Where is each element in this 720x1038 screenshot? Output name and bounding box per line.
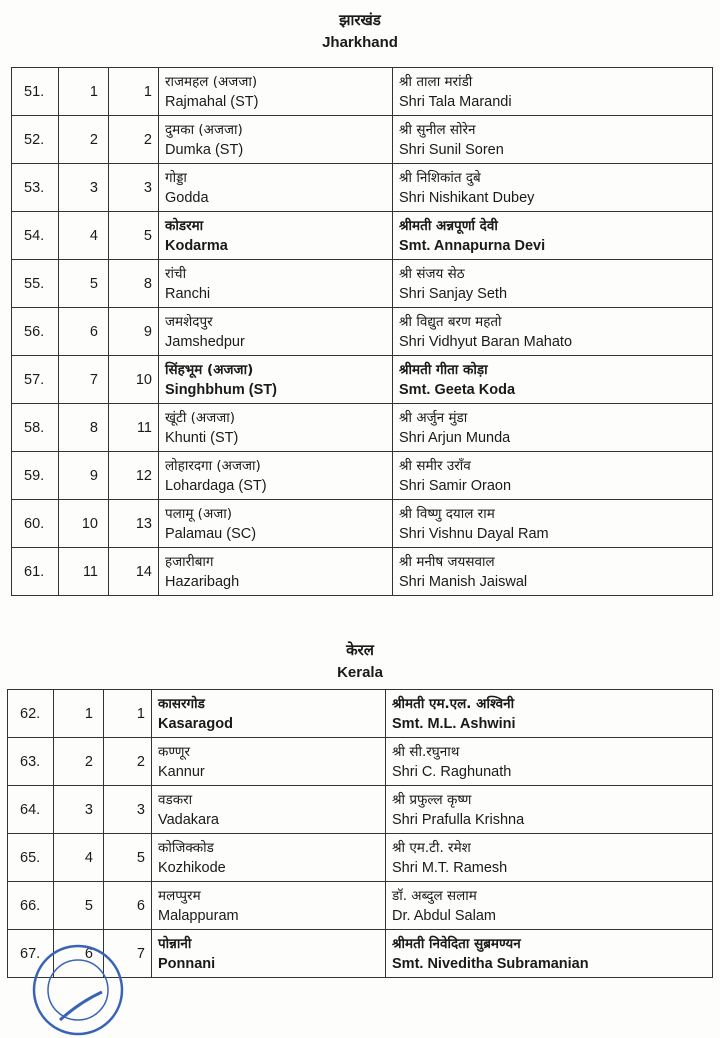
state-heading-jharkhand bbox=[0, 10, 720, 51]
table-row bbox=[12, 164, 713, 212]
constituency-name-hindi: कण्णूर bbox=[158, 743, 191, 760]
candidate-name-english: Shri Arjun Munda bbox=[399, 429, 511, 446]
constituency-cell bbox=[152, 834, 386, 882]
candidate-name-english: Shri Vidhyut Baran Mahato bbox=[399, 333, 573, 350]
constituency-cell bbox=[152, 690, 386, 738]
candidate-name-english: Smt. Annapurna Devi bbox=[399, 237, 546, 254]
candidate-name-hindi: श्री अर्जुन मुंडा bbox=[399, 409, 468, 426]
serial-number: 52. bbox=[12, 116, 59, 164]
constituency-number: 6 bbox=[104, 882, 152, 930]
constituency-name-hindi: जमशेदपुर bbox=[165, 313, 213, 330]
constituency-name-english: Jamshedpur bbox=[165, 333, 245, 350]
constituency-number: 9 bbox=[109, 308, 159, 356]
constituency-name-hindi: वडकरा bbox=[158, 791, 193, 808]
state-seq-number: 6 bbox=[59, 308, 109, 356]
table-row bbox=[12, 452, 713, 500]
candidate-table-kerala bbox=[7, 689, 713, 978]
candidate-name-hindi: श्री मनीष जयसवाल bbox=[399, 553, 495, 570]
candidate-name-english: Shri Sanjay Seth bbox=[399, 285, 508, 302]
candidate-cell bbox=[393, 500, 713, 548]
constituency-name-english: Kodarma bbox=[165, 237, 228, 254]
candidate-name-english: Dr. Abdul Salam bbox=[392, 907, 496, 924]
constituency-cell bbox=[152, 738, 386, 786]
candidate-cell bbox=[386, 786, 713, 834]
table-row bbox=[12, 500, 713, 548]
candidate-name-hindi: श्री ताला मरांडी bbox=[399, 73, 473, 90]
constituency-cell bbox=[159, 116, 393, 164]
serial-number: 62. bbox=[8, 690, 54, 738]
candidate-cell bbox=[393, 68, 713, 116]
constituency-number: 2 bbox=[104, 738, 152, 786]
constituency-cell bbox=[159, 356, 393, 404]
constituency-name-hindi: राजमहल (अजजा) bbox=[165, 73, 258, 90]
constituency-name-hindi: सिंहभूम (अजजा) bbox=[165, 361, 254, 378]
candidate-table-jharkhand bbox=[11, 67, 713, 596]
state-seq-number: 7 bbox=[59, 356, 109, 404]
constituency-name-hindi: कासरगोड bbox=[158, 695, 205, 712]
candidate-name-english: Shri M.T. Ramesh bbox=[392, 859, 508, 876]
constituency-number: 2 bbox=[109, 116, 159, 164]
candidate-cell bbox=[386, 738, 713, 786]
constituency-cell bbox=[159, 212, 393, 260]
serial-number: 59. bbox=[12, 452, 59, 500]
constituency-number: 8 bbox=[109, 260, 159, 308]
constituency-name-hindi: लोहारदगा (अजजा) bbox=[165, 457, 261, 474]
candidate-cell bbox=[393, 260, 713, 308]
serial-number: 60. bbox=[12, 500, 59, 548]
constituency-name-english: Dumka (ST) bbox=[165, 141, 244, 158]
constituency-name-english: Rajmahal (ST) bbox=[165, 93, 259, 110]
candidate-name-hindi: श्री विष्णु दयाल राम bbox=[399, 505, 495, 522]
constituency-number: 10 bbox=[109, 356, 159, 404]
candidate-name-hindi: श्री निशिकांत दुबे bbox=[399, 169, 481, 186]
candidate-name-hindi: श्रीमती गीता कोड़ा bbox=[399, 361, 488, 378]
candidate-name-hindi: श्री समीर उराँव bbox=[399, 457, 471, 474]
serial-number: 65. bbox=[8, 834, 54, 882]
state-seq-number: 4 bbox=[54, 834, 104, 882]
table-row bbox=[8, 738, 713, 786]
candidate-cell bbox=[393, 308, 713, 356]
candidate-cell bbox=[393, 116, 713, 164]
constituency-name-hindi: मलप्पुरम bbox=[158, 887, 201, 904]
constituency-name-english: Singhbhum (ST) bbox=[165, 381, 277, 398]
state-seq-number: 10 bbox=[59, 500, 109, 548]
constituency-cell bbox=[159, 68, 393, 116]
constituency-name-english: Kannur bbox=[158, 763, 205, 780]
candidate-cell bbox=[386, 690, 713, 738]
serial-number: 53. bbox=[12, 164, 59, 212]
table-row bbox=[8, 834, 713, 882]
serial-number: 63. bbox=[8, 738, 54, 786]
constituency-cell bbox=[159, 404, 393, 452]
state-seq-number: 8 bbox=[59, 404, 109, 452]
constituency-cell bbox=[152, 930, 386, 978]
serial-number: 67. bbox=[8, 930, 54, 978]
candidate-cell bbox=[386, 834, 713, 882]
candidate-cell bbox=[393, 164, 713, 212]
table-row bbox=[8, 882, 713, 930]
candidate-name-english: Shri Vishnu Dayal Ram bbox=[399, 525, 549, 542]
serial-number: 55. bbox=[12, 260, 59, 308]
state-title-english: Kerala bbox=[337, 664, 383, 681]
state-seq-number: 5 bbox=[59, 260, 109, 308]
candidate-name-english: Smt. Geeta Koda bbox=[399, 381, 516, 398]
candidate-name-english: Shri C. Raghunath bbox=[392, 763, 512, 780]
constituency-number: 11 bbox=[109, 404, 159, 452]
state-seq-number: 6 bbox=[54, 930, 104, 978]
constituency-name-english: Ponnani bbox=[158, 955, 216, 972]
constituency-name-english: Hazaribagh bbox=[165, 573, 240, 590]
candidate-cell bbox=[386, 930, 713, 978]
constituency-name-hindi: पोन्नानी bbox=[158, 935, 192, 952]
constituency-cell bbox=[159, 260, 393, 308]
constituency-number: 12 bbox=[109, 452, 159, 500]
state-seq-number: 9 bbox=[59, 452, 109, 500]
serial-number: 54. bbox=[12, 212, 59, 260]
state-title-english: Jharkhand bbox=[322, 34, 398, 51]
candidate-cell bbox=[393, 212, 713, 260]
constituency-cell bbox=[159, 548, 393, 596]
constituency-name-english: Kasaragod bbox=[158, 715, 233, 732]
table-row bbox=[12, 548, 713, 596]
serial-number: 61. bbox=[12, 548, 59, 596]
candidate-cell bbox=[386, 882, 713, 930]
candidate-name-hindi: श्री विद्युत बरण महतो bbox=[399, 313, 502, 330]
constituency-number: 1 bbox=[109, 68, 159, 116]
serial-number: 57. bbox=[12, 356, 59, 404]
candidate-name-english: Shri Samir Oraon bbox=[399, 477, 512, 494]
serial-number: 66. bbox=[8, 882, 54, 930]
constituency-name-hindi: कोजिक्कोड bbox=[158, 839, 214, 856]
candidate-cell bbox=[393, 452, 713, 500]
candidate-name-english: Shri Nishikant Dubey bbox=[399, 189, 535, 206]
table-row bbox=[8, 786, 713, 834]
state-seq-number: 4 bbox=[59, 212, 109, 260]
state-seq-number: 11 bbox=[59, 548, 109, 596]
constituency-name-hindi: दुमका (अजजा) bbox=[165, 121, 243, 138]
constituency-name-english: Godda bbox=[165, 189, 209, 206]
constituency-name-hindi: पलामू (अजा) bbox=[165, 505, 233, 522]
constituency-name-hindi: खूंटी (अजजा) bbox=[165, 409, 236, 426]
candidate-cell bbox=[393, 404, 713, 452]
table-row bbox=[12, 404, 713, 452]
candidate-name-hindi: श्रीमती अन्नपूर्णा देवी bbox=[399, 217, 498, 234]
constituency-name-english: Palamau (SC) bbox=[165, 525, 257, 542]
candidate-cell bbox=[393, 356, 713, 404]
candidate-name-hindi: श्रीमती एम.एल. अश्विनी bbox=[392, 695, 515, 712]
state-title-hindi: केरल bbox=[346, 641, 374, 659]
constituency-cell bbox=[159, 164, 393, 212]
serial-number: 64. bbox=[8, 786, 54, 834]
constituency-number: 3 bbox=[109, 164, 159, 212]
candidate-name-english: Smt. M.L. Ashwini bbox=[392, 715, 516, 732]
table-row bbox=[12, 356, 713, 404]
state-title-hindi: झारखंड bbox=[339, 11, 381, 29]
state-seq-number: 1 bbox=[59, 68, 109, 116]
official-seal-icon bbox=[30, 942, 126, 1038]
state-seq-number: 5 bbox=[54, 882, 104, 930]
constituency-cell bbox=[159, 500, 393, 548]
constituency-name-english: Khunti (ST) bbox=[165, 429, 239, 446]
constituency-number: 7 bbox=[104, 930, 152, 978]
constituency-name-hindi: कोडरमा bbox=[165, 217, 204, 234]
table-row bbox=[8, 690, 713, 738]
candidate-cell bbox=[393, 548, 713, 596]
state-seq-number: 3 bbox=[59, 164, 109, 212]
constituency-number: 14 bbox=[109, 548, 159, 596]
constituency-name-english: Malappuram bbox=[158, 907, 239, 924]
candidate-name-english: Shri Prafulla Krishna bbox=[392, 811, 525, 828]
candidate-name-english: Shri Tala Marandi bbox=[399, 93, 512, 110]
table-row bbox=[12, 308, 713, 356]
state-seq-number: 2 bbox=[54, 738, 104, 786]
state-seq-number: 2 bbox=[59, 116, 109, 164]
constituency-number: 5 bbox=[109, 212, 159, 260]
serial-number: 51. bbox=[12, 68, 59, 116]
constituency-cell bbox=[159, 452, 393, 500]
state-heading-kerala bbox=[0, 640, 720, 681]
candidate-name-english: Shri Manish Jaiswal bbox=[399, 573, 528, 590]
candidate-name-hindi: श्री संजय सेठ bbox=[399, 265, 465, 282]
table-row bbox=[12, 212, 713, 260]
state-seq-number: 3 bbox=[54, 786, 104, 834]
constituency-name-hindi: गोड्डा bbox=[165, 169, 187, 186]
constituency-name-hindi: हजारीबाग bbox=[165, 553, 214, 570]
state-seq-number: 1 bbox=[54, 690, 104, 738]
candidate-name-hindi: श्री एम.टी. रमेश bbox=[392, 839, 471, 856]
candidate-name-hindi: श्री सी.रघुनाथ bbox=[392, 743, 460, 760]
candidate-name-hindi: श्री सुनील सोरेन bbox=[399, 121, 476, 138]
constituency-cell bbox=[159, 308, 393, 356]
constituency-name-english: Lohardaga (ST) bbox=[165, 477, 267, 494]
constituency-number: 13 bbox=[109, 500, 159, 548]
constituency-name-english: Kozhikode bbox=[158, 859, 226, 876]
candidate-name-english: Smt. Niveditha Subramanian bbox=[392, 955, 589, 972]
constituency-name-hindi: रांची bbox=[165, 265, 187, 282]
candidate-name-hindi: श्रीमती निवेदिता सुब्रमण्यन bbox=[392, 935, 521, 952]
table-row bbox=[12, 260, 713, 308]
serial-number: 58. bbox=[12, 404, 59, 452]
candidate-name-english: Shri Sunil Soren bbox=[399, 141, 504, 158]
constituency-cell bbox=[152, 786, 386, 834]
constituency-number: 1 bbox=[104, 690, 152, 738]
candidate-name-hindi: डॉ. अब्दुल सलाम bbox=[392, 887, 477, 904]
constituency-name-english: Vadakara bbox=[158, 811, 219, 828]
constituency-name-english: Ranchi bbox=[165, 285, 211, 302]
constituency-number: 3 bbox=[104, 786, 152, 834]
candidate-name-hindi: श्री प्रफुल्ल कृष्ण bbox=[392, 791, 472, 808]
constituency-cell bbox=[152, 882, 386, 930]
table-row bbox=[12, 68, 713, 116]
table-row bbox=[12, 116, 713, 164]
constituency-number: 5 bbox=[104, 834, 152, 882]
serial-number: 56. bbox=[12, 308, 59, 356]
